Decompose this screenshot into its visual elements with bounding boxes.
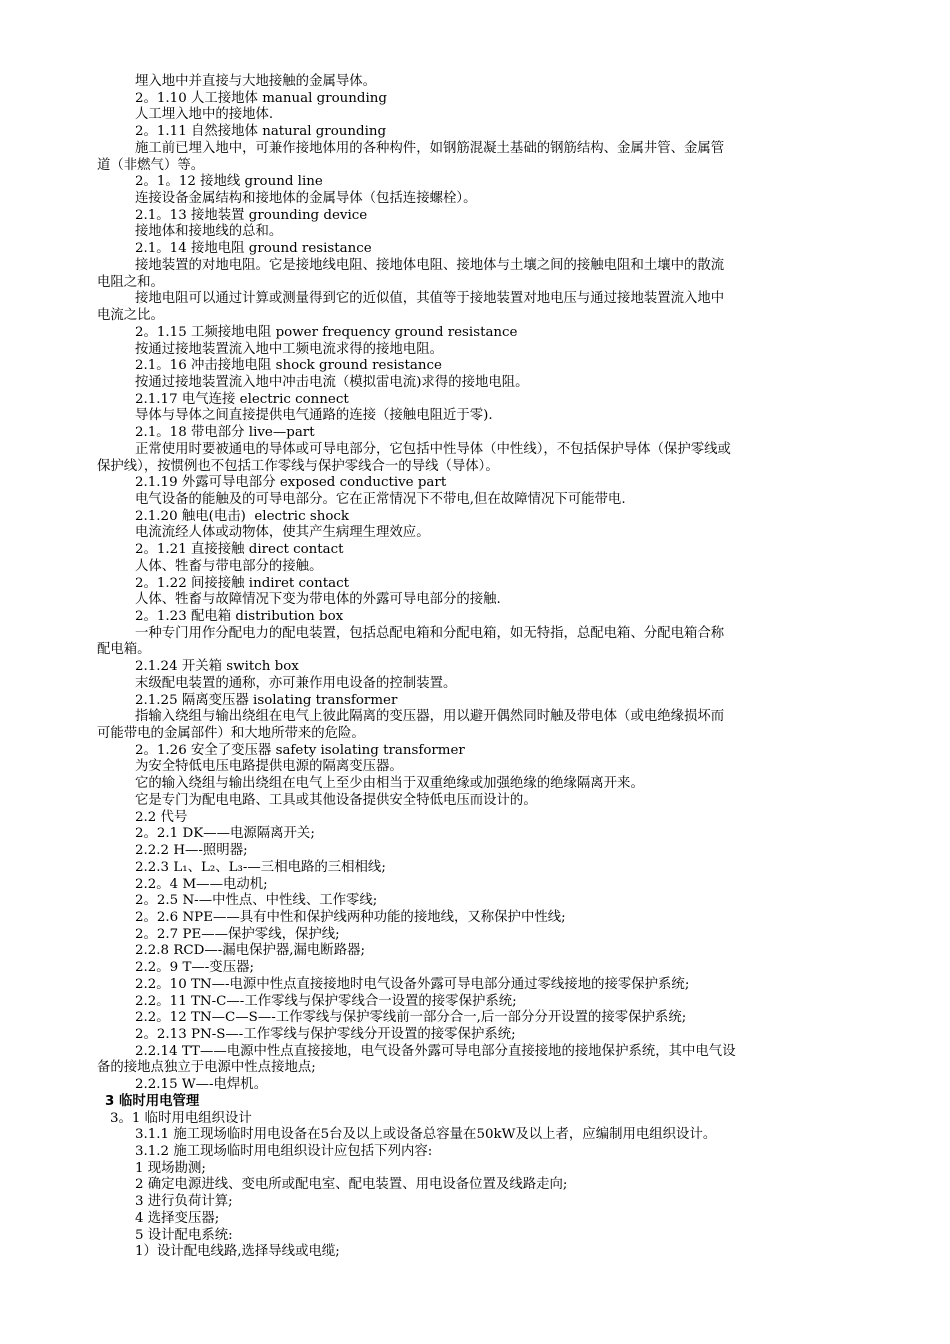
text-line: 保护线），按惯例也不包括工作零线与保护零线合一的导线（导体）。 (97, 458, 499, 474)
text-line: 2。1.21 直接接触 direct contact (135, 542, 344, 558)
text-line: 2.2.3 L₁、L₂、L₃-—三相电路的三相相线; (135, 859, 386, 875)
text-line: 埋入地中并直接与大地接触的金属导体。 (135, 74, 377, 89)
text-line: 2。1.22 间接接触 indiret contact (135, 575, 349, 591)
text-line: 电气设备的能触及的可导电部分。它在正常情况下不带电,但在故障情况下可能带电. (135, 491, 626, 507)
text-line: 2。1.26 安全了变压器 safety isolating transformer (135, 742, 465, 758)
text-line: 接地装置的对地电阻。它是接地线电阻、接地体电阻、接地体与土壤之间的接触电阻和土壤中的散流 (135, 257, 725, 273)
text-line: 3。1 临时用电组织设计 (110, 1110, 252, 1126)
text-line: 备的接地点独立于电源中性点接地点; (97, 1060, 316, 1076)
text-line: 2。1。12 接地线 ground line (135, 174, 323, 190)
text-line: 1）设计配电线路,选择导线或电缆; (135, 1244, 340, 1260)
text-line: 2。2.1 DK——电源隔离开关; (135, 826, 315, 842)
text-line: 导体与导体之间直接提供电气通路的连接（接触电阻近于零). (135, 408, 493, 424)
text-line: 接地体和接地线的总和。 (135, 224, 283, 240)
text-line: 2.1.24 开关箱 switch box (135, 659, 299, 675)
text-line: 2.1.17 电气连接 electric connect (135, 391, 349, 407)
text-line: 2 确定电源进线、变电所或配电室、配电装置、用电设备位置及线路走向; (135, 1177, 568, 1193)
text-line: 按通过接地装置流入地中工频电流求得的接地电阻。 (135, 341, 443, 357)
text-line: 2.1.20 触电(电击) electric shock (135, 508, 349, 524)
text-line: 2.2。11 TN-C—-工作零线与保护零线合一设置的接零保护系统; (135, 993, 517, 1009)
text-line: 2。1.10 人工接地体 manual grounding (135, 90, 387, 106)
text-line: 2.2。12 TN—C—S—-工作零线与保护零线前一部分合一,后一部分分开设置的接零保护系统; (135, 1010, 687, 1026)
text-line: 5 设计配电系统: (135, 1227, 233, 1243)
document-body (97, 74, 883, 1261)
text-line: 人工埋入地中的接地体. (135, 107, 274, 123)
text-line: 2.1。16 冲击接地电阻 shock ground resistance (135, 358, 442, 374)
text-line: 2.1。14 接地电阻 ground resistance (135, 241, 372, 257)
text-line: 人体、牲畜与故障情况下变为带电体的外露可导电部分的接触. (135, 592, 501, 608)
text-line: 2.1。18 带电部分 live—part (135, 425, 315, 441)
text-line: 2.2。9 T—-变压器; (135, 960, 254, 976)
text-line: 2。1.15 工频接地电阻 power frequency ground resistance (135, 324, 518, 340)
text-line: 它是专门为配电电路、工具或其他设备提供安全特低电压而设计的。 (135, 792, 537, 808)
text-line: 3.1.2 施工现场临时用电组织设计应包括下列内容: (135, 1144, 433, 1159)
text-line: 2.1。13 接地装置 grounding device (135, 207, 368, 223)
text-line: 连接设备金属结构和接地体的金属导体（包括连接螺栓）。 (135, 191, 477, 207)
text-line: 电流之比。 (97, 308, 164, 324)
text-line: 2。2.7 PE——保护零线，保护线; (135, 926, 340, 942)
text-line: 2.2.14 TT——电源中性点直接接地，电气设备外露可导电部分直接接地的接地保护系统，其中电气设 (135, 1043, 736, 1059)
text-line: 道（非燃气）等。 (97, 157, 205, 173)
text-line: 电阻之和。 (97, 274, 164, 290)
text-line: 指输入绕组与输出绕组在电气上彼此隔离的变压器，用以避开偶然同时触及带电体（或电绝缘损坏而 (135, 709, 725, 725)
text-line: 配电箱。 (97, 642, 151, 658)
text-line: 一种专门用作分配电力的配电装置，包括总配电箱和分配电箱，如无特指，总配电箱、分配电箱合称 (135, 625, 725, 641)
text-line: 2.1.19 外露可导电部分 exposed conductive part (135, 475, 447, 491)
text-line: 接地电阻可以通过计算或测量得到它的近似值，其值等于接地装置对地电压与通过接地装置流入地中 (135, 291, 725, 307)
text-line: 2.2.15 W—-电焊机。 (135, 1077, 268, 1093)
text-line: 它的输入绕组与输出绕组在电气上至少由相当于双重绝缘或加强绝缘的绝缘隔离开来。 (135, 776, 644, 792)
text-line: 人体、牲畜与带电部分的接触。 (135, 558, 323, 574)
text-line: 2.2。4 M——电动机; (135, 876, 268, 892)
text-line: 施工前已埋入地中，可兼作接地体用的各种构件，如钢筋混凝土基础的钢筋结构、金属井管、金属管 (135, 140, 725, 156)
text-line: 可能带电的金属部件）和大地所带来的危险。 (97, 726, 365, 742)
text-line: 2。2.6 NPE——具有中性和保护线两种功能的接地线，又称保护中性线; (135, 909, 566, 925)
text-line: 2。2.13 PN-S—-工作零线与保护零线分开设置的接零保护系统; (135, 1026, 516, 1042)
text-line: 2。2.5 N-—中性点、中性线、工作零线; (135, 893, 378, 909)
text-line: 2.2.8 RCD—-漏电保护器,漏电断路器; (135, 943, 365, 959)
text-line: 1 现场勘测; (135, 1160, 206, 1176)
text-line: 2。1.23 配电箱 distribution box (135, 609, 344, 624)
text-line: 2.2.2 H—-照明器; (135, 843, 248, 859)
text-line: 4 选择变压器; (135, 1210, 220, 1226)
text-line: 2.2。10 TN—-电源中性点直接接地时电气设备外露可导电部分通过零线接地的接零保护系统; (135, 976, 690, 992)
text-line: 末级配电装置的通称，亦可兼作用电设备的控制装置。 (135, 675, 457, 691)
text-line: 按通过接地装置流入地中冲击电流（模拟雷电流)求得的接地电阻。 (135, 374, 529, 390)
text-line: 电流流经人体或动物体，使其产生病理生理效应。 (135, 525, 430, 541)
text-line: 为安全特低电压电路提供电源的隔离变压器。 (135, 759, 403, 775)
text-line: 2.1.25 隔离变压器 isolating transformer (135, 692, 398, 708)
text-line: 2。1.11 自然接地体 natural grounding (135, 124, 387, 140)
text-line: 3 进行负荷计算; (135, 1194, 233, 1210)
text-line: 正常使用时要被通电的导体或可导电部分，它包括中性导体（中性线），不包括保护导体（保护零线或 (135, 441, 731, 457)
text-line: 2.2 代号 (135, 809, 188, 825)
text-line: 3.1.1 施工现场临时用电设备在5台及以上或设备总容量在50kW及以上者，应编制用电组织设计。 (135, 1127, 717, 1143)
section-heading: 3 临时用电管理 (105, 1093, 200, 1109)
